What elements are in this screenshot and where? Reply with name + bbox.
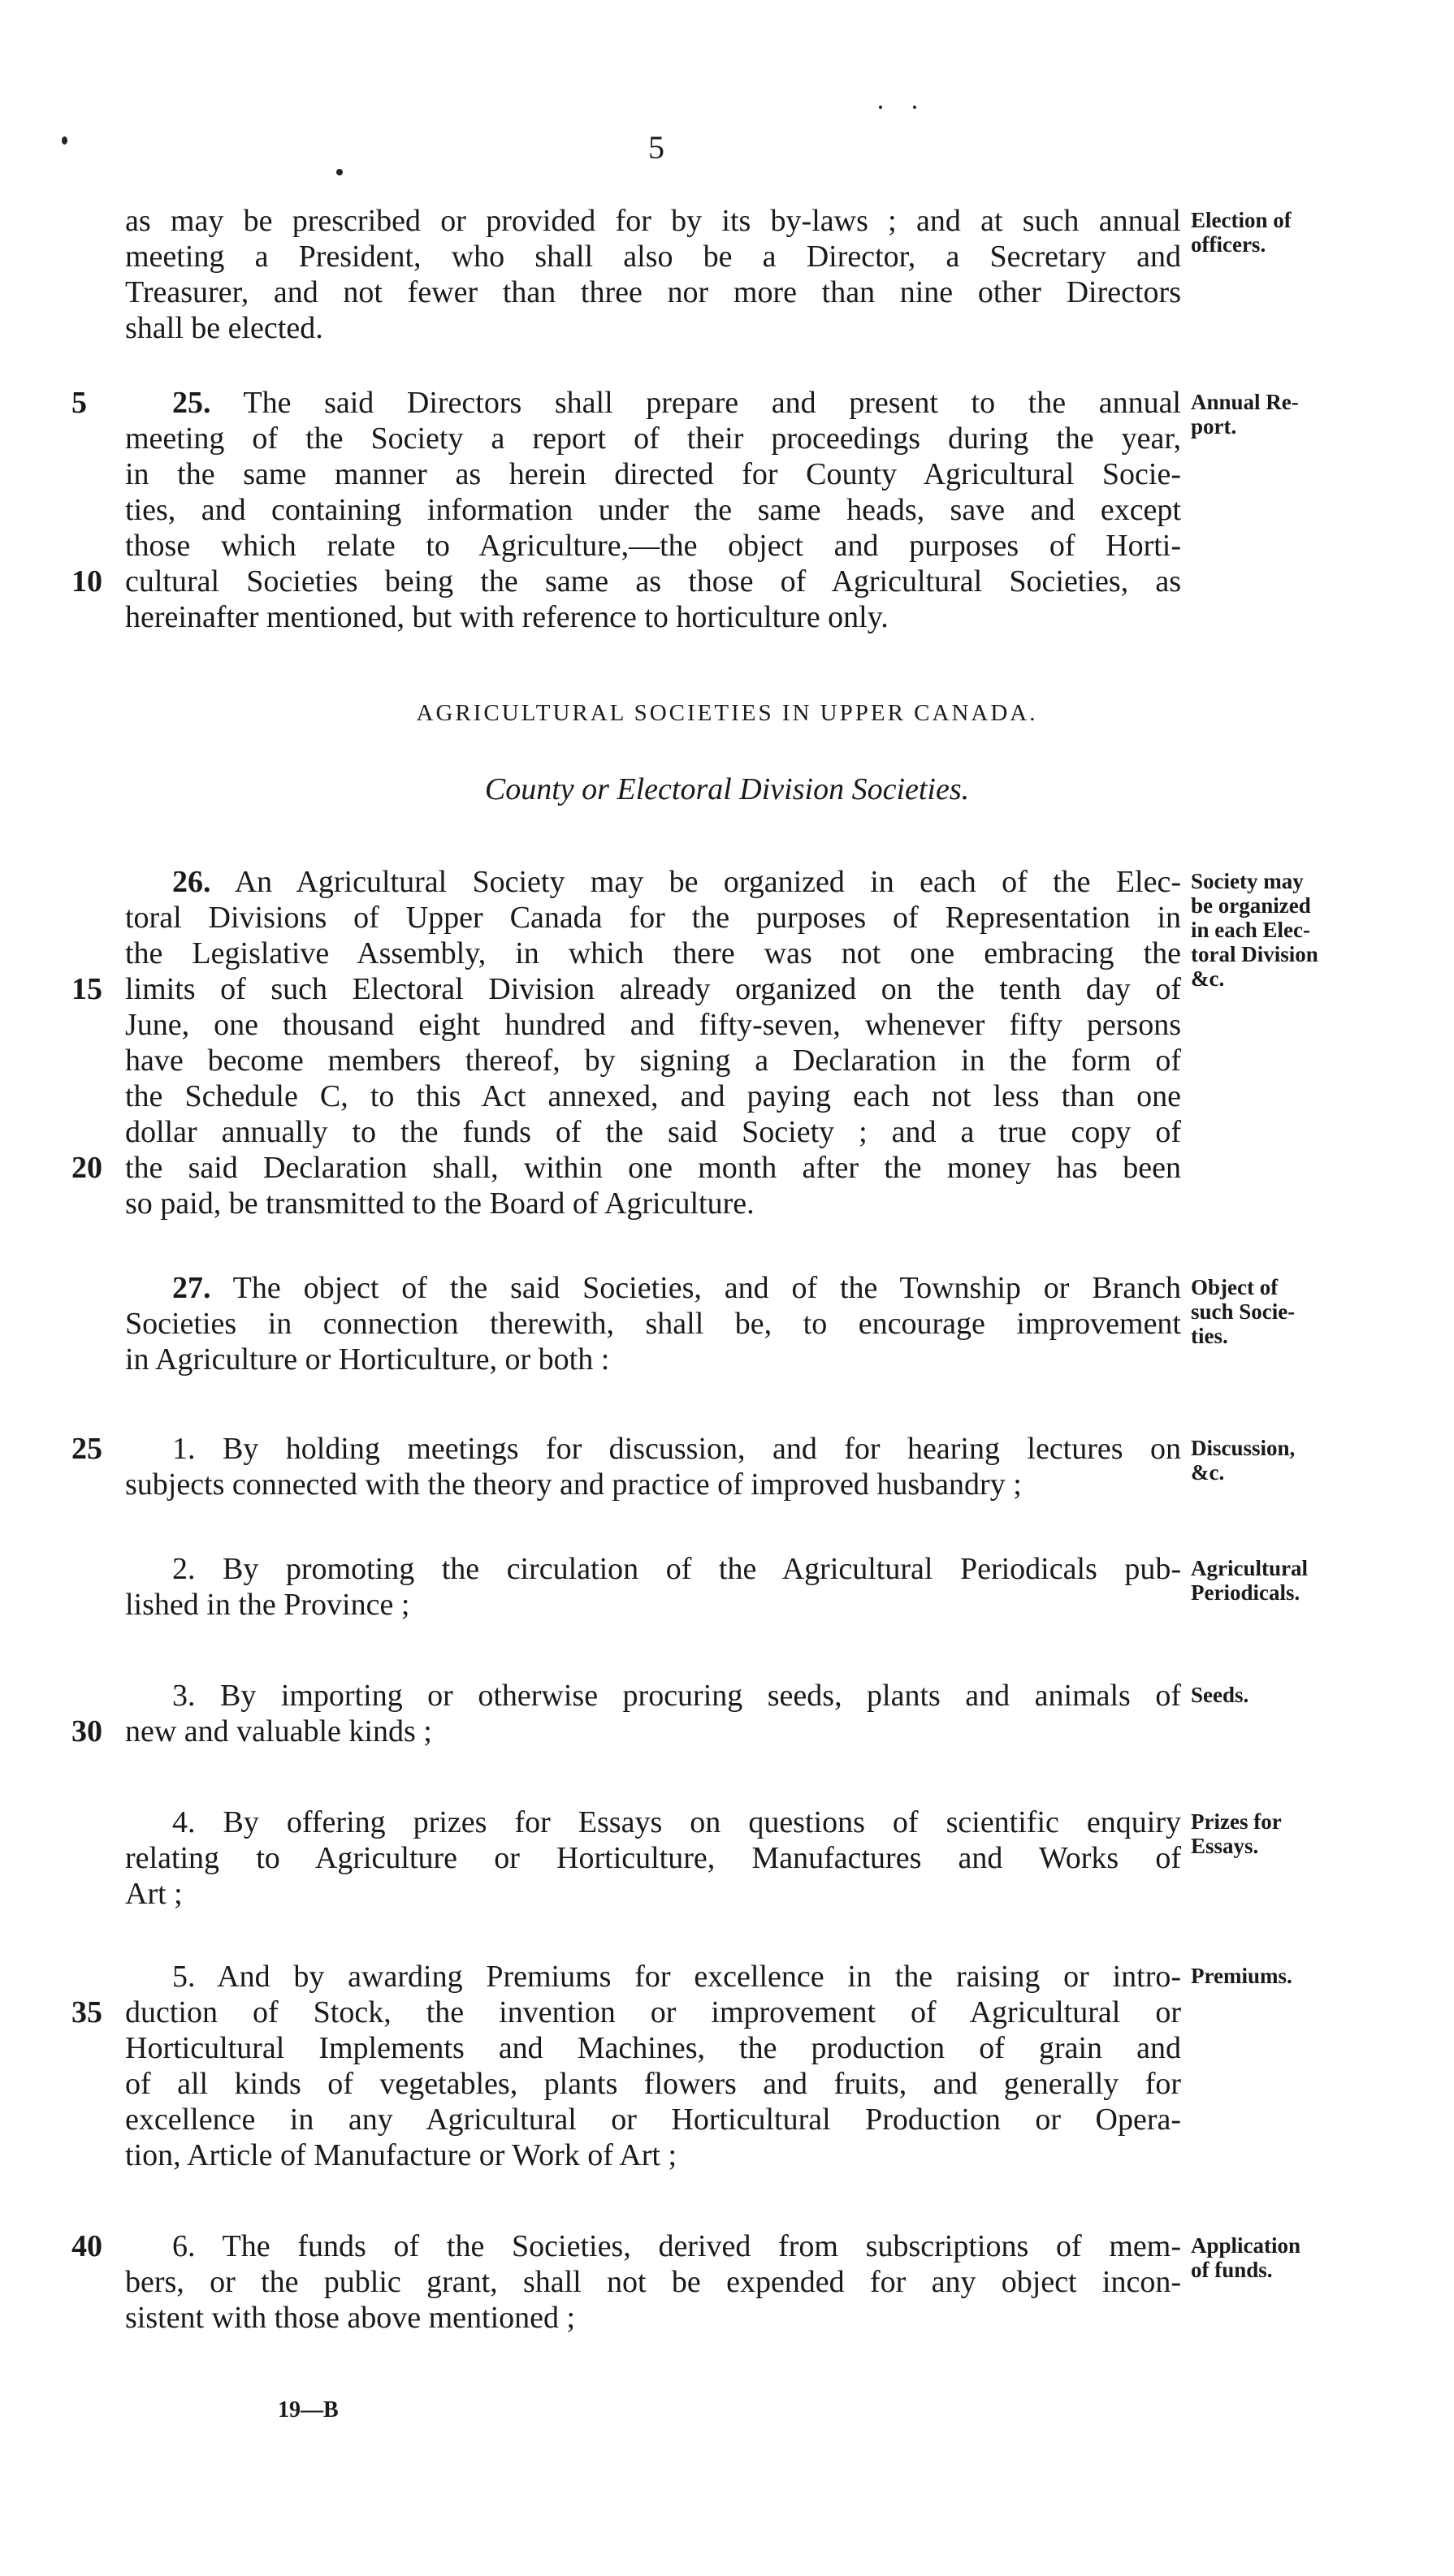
text-line: ties, and containing information under the same heads, save and except [125,493,1181,527]
text-line: tion, Article of Manufacture or Work of Art ; [125,2138,677,2172]
text-line: hereinafter mentioned, but with reference to horticulture only. [125,600,889,634]
text-line: duction of Stock, the invention or improvement of Agricultural or [125,1995,1181,2029]
paragraph-continuation [125,203,1181,346]
text-line: Art ; [125,1877,183,1911]
line-text: The object of the said Societies, and of the Township or Branch [210,1271,1181,1305]
text-line: June, one thousand eight hundred and fifty-seven, whenever fifty persons [125,1008,1181,1042]
item-2 [125,1551,1181,1623]
section-number: 26. [172,865,211,899]
text-line: toral Divisions of Upper Canada for the purposes of Representation in [125,901,1181,935]
margin-note-application: Application of funds. [1191,2233,1301,2282]
item-3 [125,1678,1181,1749]
text-line: relating to Agriculture or Horticulture, Manufactures and Works of [125,1841,1181,1875]
line-number: 5 [71,386,87,420]
text-line: meeting a President, who shall also be a Director, a Secretary and [125,240,1181,274]
text-line: 1. By holding meetings for discussion, and for hearing lectures on [172,1432,1181,1466]
text-line: Treasurer, and not fewer than three nor more than nine other Directors [125,275,1181,309]
text-line: lished in the Province ; [125,1588,410,1622]
text-line: so paid, be transmitted to the Board of Agriculture. [125,1186,755,1221]
margin-note-object: Object of such Socie- ties. [1191,1275,1296,1348]
line-number: 25 [71,1432,102,1466]
text-line: 5. And by awarding Premiums for excellence in the raising or intro- [172,1960,1181,1994]
text-line: 4. By offering prizes for Essays on questions of scientific enquiry [172,1805,1181,1839]
print-speck [879,106,882,109]
line-number: 15 [71,972,102,1006]
margin-note-annual-report: Annual Re- port. [1191,390,1299,439]
text-line: those which relate to Agriculture,—the object and purposes of Horti- [125,529,1181,563]
text-line: the said Declaration shall, within one month after the money has been [125,1151,1181,1185]
margin-note-election: Election of officers. [1191,208,1292,257]
text-line: meeting of the Society a report of their proceedings during the year, [125,421,1181,456]
margin-note-prizes: Prizes for Essays. [1191,1809,1282,1858]
margin-note-periodicals: Agricultural Periodicals. [1191,1556,1308,1605]
text-line: shall be elected. [125,311,323,345]
line-number: 35 [71,1995,102,2029]
section-25 [125,385,1181,635]
text-line: sistent with those above mentioned ; [125,2301,576,2335]
text-line: the Schedule C, to this Act annexed, and paying each not less than one [125,1079,1181,1113]
item-1 [125,1431,1181,1502]
section-26 [125,864,1181,1221]
item-6 [125,2228,1181,2336]
item-4 [125,1804,1181,1912]
text-line: Societies in connection therewith, shall be, to encourage improvement [125,1307,1181,1341]
text-line: dollar annually to the funds of the said Society ; and a true copy of [125,1115,1181,1149]
text-line: bers, or the public grant, shall not be expended for any object incon- [125,2265,1181,2299]
section-number: 27. [172,1271,211,1305]
text-line: in Agriculture or Horticulture, or both : [125,1342,610,1377]
page-number: 5 [648,129,664,166]
text-line: as may be prescribed or provided for by its by-laws ; and at such annual [125,204,1181,238]
line-number: 30 [71,1714,102,1748]
line-number: 40 [71,2229,102,2263]
text-line [125,864,1181,900]
text-line [125,1270,1181,1306]
margin-note-discussion: Discussion, &c. [1191,1436,1296,1485]
item-5 [125,1959,1181,2173]
section-27 [125,1270,1181,1377]
text-line: of all kinds of vegetables, plants flowers and fruits, and generally for [125,2067,1181,2101]
print-speck [913,106,916,109]
line-number: 20 [71,1151,102,1185]
print-speck [336,169,343,175]
text-line: limits of such Electoral Division already organized on the tenth day of [125,972,1181,1006]
text-line: new and valuable kinds ; [125,1714,432,1748]
text-line: 2. By promoting the circulation of the Agricultural Periodicals pub- [172,1552,1181,1586]
text-line: cultural Societies being the same as those of Agricultural Societies, as [125,564,1181,599]
text-line: in the same manner as herein directed for County Agricultural Socie- [125,457,1181,491]
text-line: have become members thereof, by signing a Declaration in the form of [125,1044,1181,1078]
margin-note-society-may: Society may be organized in each Elec- toral Division &c. [1191,869,1318,991]
text-line: excellence in any Agricultural or Horticultural Production or Opera- [125,2103,1181,2137]
margin-note-seeds: Seeds. [1191,1683,1249,1707]
line-number: 10 [71,564,102,599]
text-line [125,385,1181,421]
margin-note-premiums: Premiums. [1191,1964,1292,1988]
section-heading: AGRICULTURAL SOCIETIES IN UPPER CANADA. [416,700,1038,726]
section-subheading: County or Electoral Division Societies. [484,772,970,806]
line-text: The said Directors shall prepare and present to the annual [210,386,1181,420]
signature-mark: 19—B [278,2397,339,2423]
section-number: 25. [172,386,211,420]
print-speck [62,136,67,145]
text-line: Horticultural Implements and Machines, the production of grain and [125,2031,1181,2065]
line-text: An Agricultural Society may be organized in each of the Elec- [210,865,1181,899]
text-line: 3. By importing or otherwise procuring seeds, plants and animals of [172,1679,1181,1713]
text-line: subjects connected with the theory and practice of improved husbandry ; [125,1467,1022,1502]
text-line: 6. The funds of the Societies, derived from subscriptions of mem- [172,2229,1181,2263]
text-line: the Legislative Assembly, in which there was not one embracing the [125,936,1181,970]
